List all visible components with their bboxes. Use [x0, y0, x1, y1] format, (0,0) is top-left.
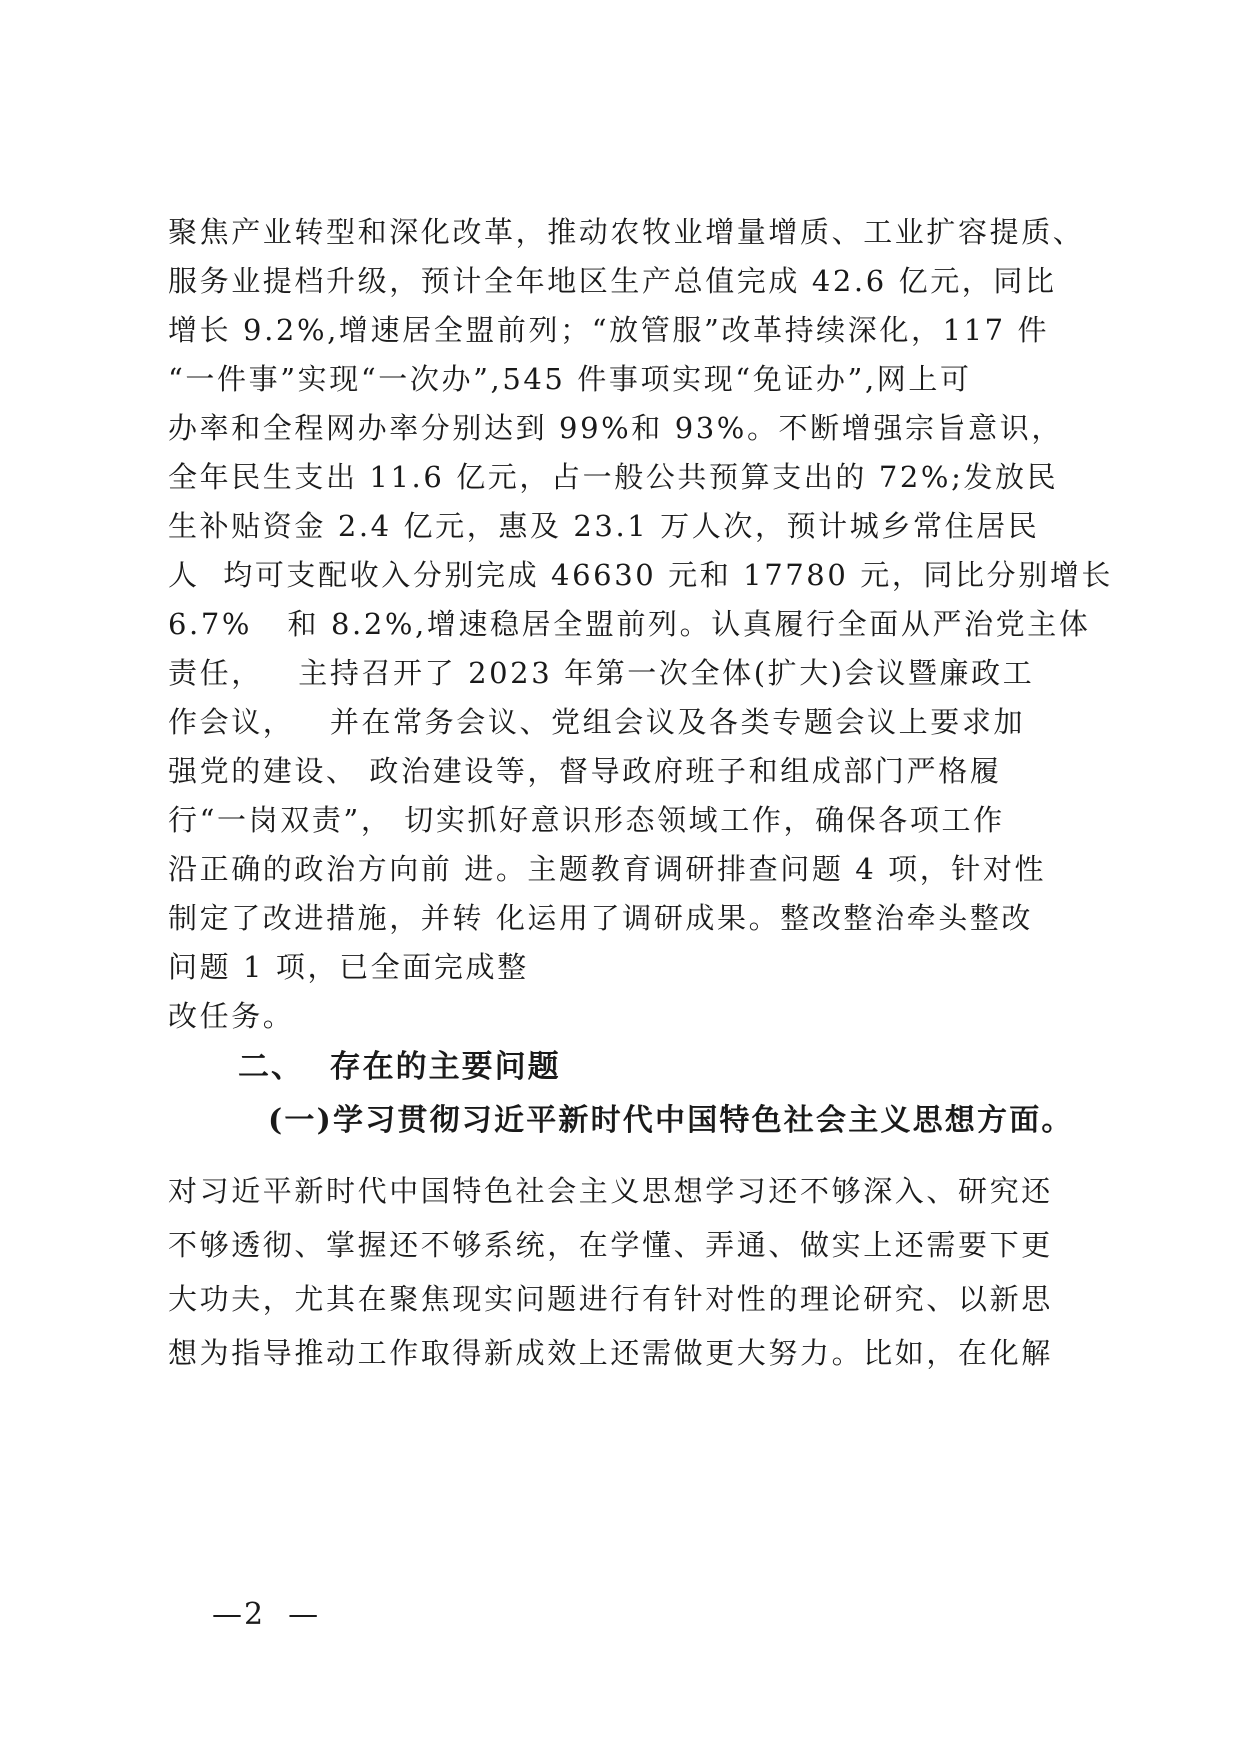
text-line: 沿正确的政治方向前 进。主题教育调研排查问题 4 项，针对性 [168, 852, 1047, 886]
text-line: 6.7% 和 8.2%,增速稳居全盟前列。认真履行全面从严治党主体 [168, 607, 1091, 641]
text-line: 对习近平新时代中国特色社会主义思想学习还不够深入、研究还 [168, 1174, 1053, 1208]
page-number: —2 — [212, 1597, 321, 1632]
text-line: 不够透彻、掌握还不够系统，在学懂、弄通、做实上还需要下更 [168, 1228, 1053, 1262]
section-heading: 二、 存在的主要问题 [238, 1049, 561, 1085]
text-line: 行“一岗双责”， 切实抓好意识形态领域工作，确保各项工作 [168, 803, 1005, 837]
text-line: 人 均可支配收入分别完成 46630 元和 17780 元，同比分别增长 [168, 558, 1114, 592]
text-line: “一件事”实现“一次办”,545 件事项实现“免证办”,网上可 [168, 362, 972, 396]
text-line: 大功夫，尤其在聚焦现实问题进行有针对性的理论研究、以新思 [168, 1282, 1053, 1316]
text-line: 想为指导推动工作取得新成效上还需做更大努力。比如，在化解 [168, 1336, 1053, 1370]
text-line: 改任务。 [168, 999, 295, 1033]
text-line: 制定了改进措施，并转 化运用了调研成果。整改整治牵头整改 [168, 901, 1034, 935]
text-line: 办率和全程网办率分别达到 99%和 93%。不断增强宗旨意识， [168, 411, 1063, 445]
text-line: 责任， 主持召开了 2023 年第一次全体(扩大)会议暨廉政工 [168, 656, 1035, 690]
text-line: 问题 1 项，已全面完成整 [168, 950, 529, 984]
subsection-heading: (一)学习贯彻习近平新时代中国特色社会主义思想方面。 [268, 1103, 1074, 1138]
text-line: 增长 9.2%,增速居全盟前列；“放管服”改革持续深化，117 件 [168, 313, 1050, 347]
text-line: 全年民生支出 11.6 亿元，占一般公共预算支出的 72%;发放民 [168, 460, 1059, 494]
text-line: 作会议， 并在常务会议、党组会议及各类专题会议上要求加 [168, 705, 1026, 739]
text-line: 强党的建设、 政治建设等，督导政府班子和组成部门严格履 [168, 754, 1002, 788]
text-line: 服务业提档升级，预计全年地区生产总值完成 42.6 亿元，同比 [168, 264, 1057, 298]
text-line: 生补贴资金 2.4 亿元，惠及 23.1 万人次，预计城乡常住居民 [168, 509, 1040, 543]
text-line: 聚焦产业转型和深化改革，推动农牧业增量增质、工业扩容提质、 [168, 215, 1085, 249]
